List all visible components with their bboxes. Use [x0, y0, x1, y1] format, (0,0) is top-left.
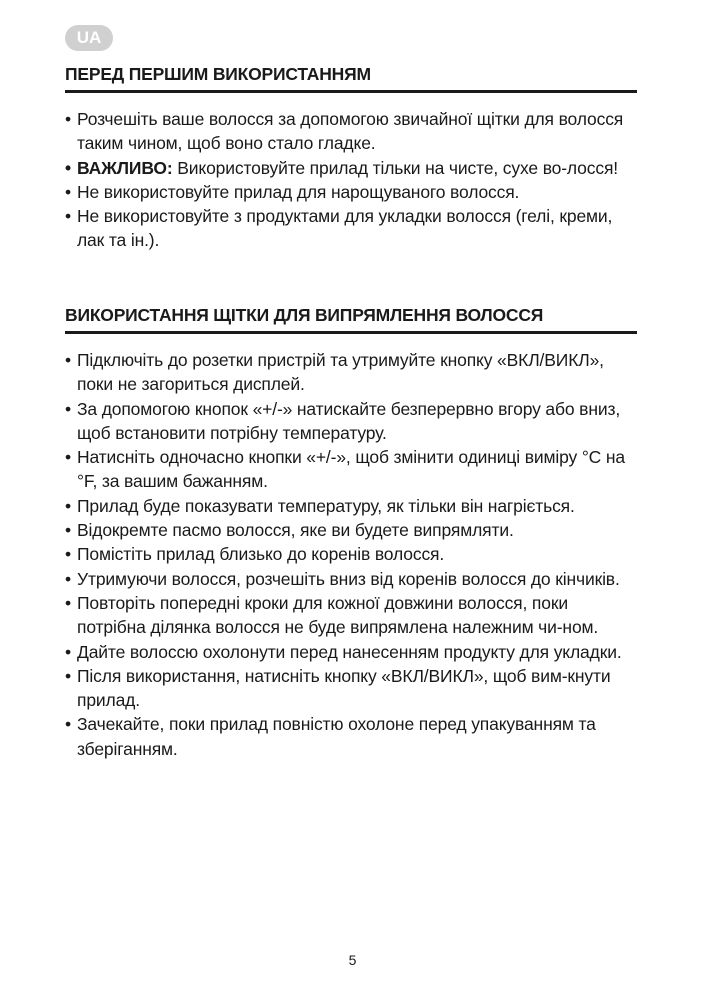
- language-badge: UA: [65, 25, 113, 51]
- list-item-text: Помістіть прилад близько до коренів волосся.: [77, 544, 445, 565]
- list-item: [65, 180, 637, 204]
- list-item: [65, 664, 637, 713]
- list-item-text: Підключіть до розетки пристрій та утримуйте кнопку «ВКЛ/ВИКЛ», поки не загориться дисплей.: [77, 350, 604, 395]
- list-item-text: Розчешіть ваше волосся за допомогою звичайної щітки для волосся таким чином, щоб воно стало гладке.: [77, 109, 624, 154]
- list-item-text: Натисніть одночасно кнопки «+/-», щоб змінити одиниці виміру °C на °F, за вашим бажанням.: [77, 447, 625, 492]
- list-item: [65, 107, 637, 156]
- list-item-text: Не використовуйте прилад для нарощуваного волосся.: [77, 181, 520, 202]
- important-label: ВАЖЛИВО:: [77, 157, 173, 178]
- list-item: [65, 591, 637, 640]
- section-heading: ВИКОРИСТАННЯ ЩІТКИ ДЛЯ ВИПРЯМЛЕННЯ ВОЛОССЯ: [65, 303, 637, 334]
- list-item: [65, 518, 637, 542]
- list-item: [65, 640, 637, 664]
- list-item: [65, 204, 637, 253]
- list-item-text: Дайте волоссю охолонути перед нанесенням продукту для укладки.: [77, 641, 622, 662]
- section-before-first-use: [65, 62, 637, 253]
- section-heading: ПЕРЕД ПЕРШИМ ВИКОРИСТАННЯМ: [65, 62, 637, 93]
- bullet-list: [65, 348, 637, 761]
- list-item: [65, 397, 637, 446]
- list-item: [65, 348, 637, 397]
- list-item-text: За допомогою кнопок «+/-» натискайте безперервно вгору або вниз, щоб встановити потрібну температуру.: [77, 398, 621, 443]
- section-using-brush: [65, 303, 637, 761]
- list-item-text: Використовуйте прилад тільки на чисте, сухе во-лосся!: [172, 157, 618, 178]
- list-item-text: Повторіть попередні кроки для кожної довжини волосся, поки потрібна ділянка волосся не буде випрямлена належним чи-ном.: [77, 592, 599, 638]
- list-item-text: Прилад буде показувати температуру, як тільки він нагріється.: [77, 495, 575, 516]
- list-item-important: [65, 156, 637, 180]
- list-item: [65, 542, 637, 566]
- list-item: [65, 567, 637, 591]
- page-number: 5: [348, 952, 357, 968]
- list-item-text: Зачекайте, поки прилад повністю охолоне перед упакуванням та зберіганням.: [77, 714, 596, 759]
- list-item: [65, 712, 637, 761]
- bullet-list: [65, 107, 637, 253]
- list-item-text: Не використовуйте з продуктами для укладки волосся (гелі, креми, лак та ін.).: [77, 206, 613, 251]
- list-item-text: Утримуючи волосся, розчешіть вниз від коренів волосся до кінчиків.: [77, 568, 620, 589]
- list-item: [65, 494, 637, 518]
- list-item: [65, 445, 637, 494]
- list-item-text: Після використання, натисніть кнопку «ВКЛ/ВИКЛ», щоб вим-кнути прилад.: [77, 665, 611, 711]
- list-item-text: Відокремте пасмо волосся, яке ви будете випрямляти.: [77, 520, 514, 541]
